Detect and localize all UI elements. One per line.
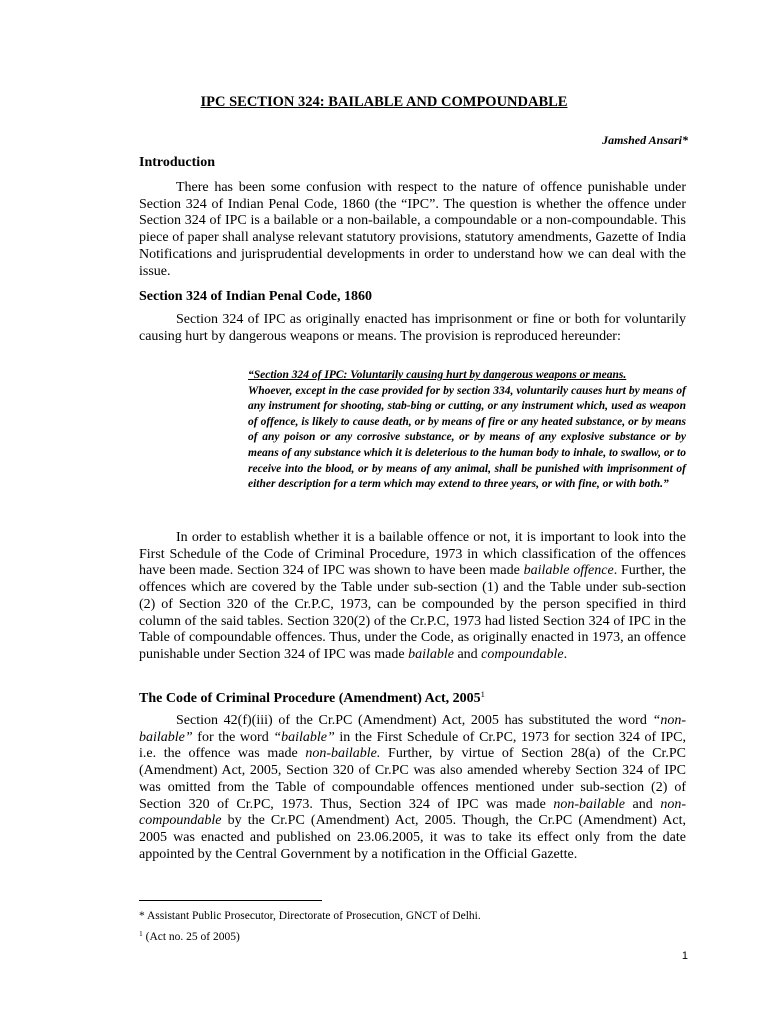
document-title: IPC SECTION 324: BAILABLE AND COMPOUNDABLE	[200, 94, 568, 110]
italic-non-compoundable: non-compoundable	[139, 796, 686, 829]
text-run: Section 42(f)(iii) of the Cr.PC (Amendment) Act, 2005 has substituted the word	[176, 713, 653, 728]
text-run: and	[453, 646, 482, 662]
footnote-author	[139, 908, 481, 922]
text-run: in the First Schedule of Cr.PC, 1973 for section 324 of IPC, i.e. the offence was made	[139, 729, 686, 762]
block-quote	[248, 368, 686, 493]
footnote-divider	[139, 900, 322, 901]
italic-non-bailable: non-bailable	[553, 796, 625, 812]
introduction-text: There has been some confusion with respect to the nature of offence punishable under Section 324 of Indian Penal Code, 1860 (the “IPC”. The question is whether the offence under Section 324 of IPC is a bailable or a non-bailable, a compoundable or a non-compoundable. This piece of paper shall analyse relevant statutory provisions, statutory amendments, Gazette of India Notifications and jurisprudential developments in order to understand how we can deal with the issue.	[139, 180, 686, 279]
text-run: . Further, the offences which are covered by the Table under sub-section (1) and the Table under sub-section (2) of Section 320 of the Cr.P.C, 1973, can be compounded by the person specified in third column of the said tables. Section 320(2) of the Cr.P.C, 1973 had listed Section 324 of IPC in the Table of compoundable offences. Thus, under the Code, as originally enacted in 1973, an offence punishable under Section 324 of IPC was made	[139, 563, 686, 662]
italic-bailable-offence: bailable offence	[523, 563, 614, 579]
paragraph-amendment	[139, 713, 686, 863]
heading-text: The Code of Criminal Procedure (Amendment) Act, 2005	[139, 691, 481, 706]
heading-amendment-act	[139, 689, 485, 707]
section-324-text: Section 324 of IPC as originally enacted has imprisonment or fine or both for voluntarily causing hurt by dangerous weapons or means. The provision is reproduced hereunder:	[139, 312, 686, 344]
text-run: Further, by virtue of Section 28(a) of the Cr.PC (Amendment) Act, 2005, Section 320 of Cr.PC was also amended whereby Section 324 of IPC was omitted from the Table of compoundable offences mentioned under sub-section (2) of Section 320 of Cr.PC, 1973. Thus, Section 324 of IPC was made	[139, 746, 686, 812]
paragraph-introduction	[139, 180, 686, 280]
quote-heading: “Section 324 of IPC: Voluntarily causing hurt by dangerous weapons or means.	[248, 369, 627, 381]
footnote-text: * Assistant Public Prosecutor, Directorate of Prosecution, GNCT of Delhi.	[139, 910, 481, 922]
text-run: by the Cr.PC (Amendment) Act, 2005. Though, the Cr.PC (Amendment) Act, 2005 was enacted and published on 23.06.2005, it was to take its effect only from the date appointed by the Central Government by a notification in the Official Gazette.	[139, 813, 686, 862]
footnote-text: (Act no. 25 of 2005)	[142, 931, 240, 943]
quote-body: Whoever, except in the case provided for by section 334, voluntarily causes hurt by means of any instrument for shooting, stab-bing or cutting, or any instrument which, used as weapon of offence, is likely to cause death, or by means of fire or any heated substance, or by means of any poison or any corrosive substance, or by means of any explosive substance or by means of any substance which it is deleterious to the human body to inhale, to swallow, or to receive into the blood, or by means of any animal, shall be punished with imprisonment of either description for a term which may extend to three years, or with fine, or with both.”	[248, 384, 686, 491]
page-number: 1	[681, 950, 688, 962]
text-run: and	[624, 796, 661, 812]
text-run: In order to establish whether it is a bailable offence or not, it is important to look into the First Schedule of the Code of Criminal Procedure, 1973 in which classification of the offences have been made. Section 324 of IPC was shown to have been made	[139, 530, 686, 579]
footnote-1	[139, 929, 240, 943]
paragraph-crpc-classification	[139, 530, 686, 664]
footnote-reference[interactable]: 1	[480, 689, 485, 699]
italic-non-bailable-quoted: “non-bailable”	[139, 713, 686, 745]
author-name: Jamshed Ansari*	[602, 133, 688, 147]
text-run: .	[563, 646, 568, 662]
italic-bailable-quoted: “bailable”	[273, 729, 335, 745]
footnote-mark: 1	[139, 929, 143, 938]
paragraph-section-324	[139, 312, 686, 345]
heading-section-324: Section 324 of Indian Penal Code, 1860	[139, 289, 372, 304]
heading-introduction: Introduction	[139, 155, 215, 170]
italic-non-bailable: non-bailable.	[305, 746, 381, 762]
italic-compoundable: compoundable	[481, 646, 564, 662]
text-run: for the word	[192, 729, 274, 745]
italic-bailable: bailable	[408, 646, 454, 662]
